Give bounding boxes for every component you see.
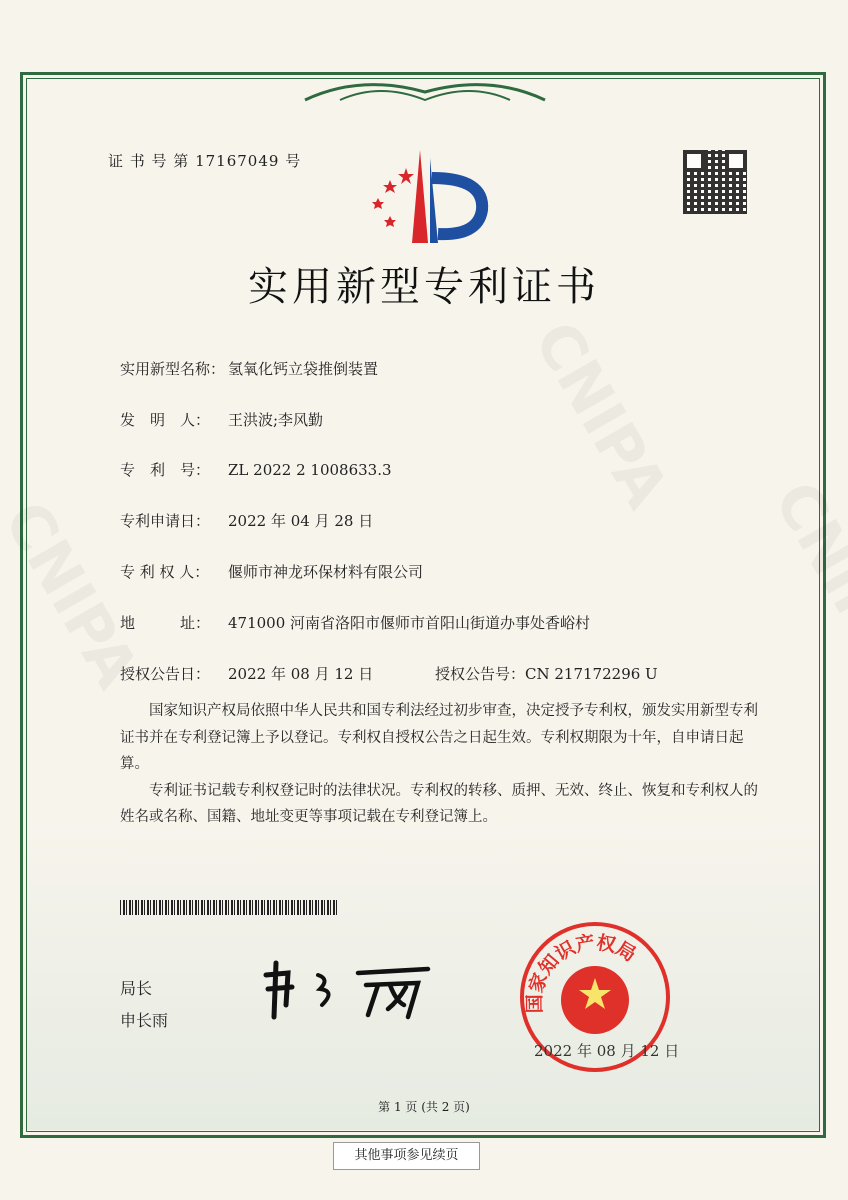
seal-text: 国家知识产权局 [524, 931, 640, 1014]
director-title: 局长 [120, 979, 153, 998]
field-utility-name [120, 358, 378, 379]
field-value: 471000 河南省洛阳市偃师市首阳山街道办事处香峪村 [228, 614, 591, 632]
field-label: 发 明 人： [120, 411, 211, 429]
certificate-number: 证 书 号 第 17167049 号 [108, 152, 302, 170]
page-indicator: 第 1 页 (共 2 页) [378, 1100, 470, 1114]
field-label: 地 址： [120, 614, 211, 632]
field-label: 实用新型名称： [120, 360, 226, 378]
field-patentee [120, 561, 423, 582]
field-value: 2022 年 08 月 12 日 [228, 665, 374, 683]
field-label: 专 利 号： [120, 461, 211, 479]
field-value: 偃师市神龙环保材料有限公司 [228, 563, 424, 581]
page-title: 实用新型专利证书 [248, 264, 600, 310]
field-filing-date [120, 510, 373, 531]
field-label: 专利申请日： [120, 512, 211, 530]
qr-code [683, 150, 747, 214]
continuation-note: 其他事项参见续页 [333, 1142, 480, 1170]
certificate-statement [120, 698, 760, 831]
paragraph: 专利证书记载专利权登记时的法律状况。专利权的转移、质押、无效、终止、恢复和专利权人的姓名或名称、国籍、地址变更等事项记载在专利登记簿上。 [120, 782, 758, 825]
field-address [120, 612, 590, 633]
field-label: 授权公告日： [120, 665, 211, 683]
field-value: CN 217172296 U [525, 665, 658, 683]
field-announcement-number [435, 663, 658, 684]
field-label: 授权公告号： [435, 665, 526, 683]
seal-date: 2022 年 08 月 12 日 [534, 1042, 680, 1060]
field-value: 氢氧化钙立袋推倒装置 [228, 360, 379, 378]
barcode [120, 900, 338, 915]
field-patent-number [120, 459, 392, 480]
field-grant-date [120, 663, 373, 684]
ornament-icon [300, 74, 550, 104]
field-inventors [120, 409, 323, 430]
field-label: 专 利 权 人： [120, 563, 210, 581]
cnipa-logo-icon [360, 148, 490, 248]
director-name: 申长雨 [120, 1011, 169, 1030]
paragraph: 国家知识产权局依照中华人民共和国专利法经过初步审查，决定授予专利权，颁发实用新型专利证书并在专利登记簿上予以登记。专利权自授权公告之日起生效。专利权期限为十年，自申请日起算。 [120, 703, 758, 772]
field-value: 王洪波;李风勤 [228, 411, 324, 429]
signature [258, 955, 438, 1025]
field-value: 2022 年 04 月 28 日 [228, 512, 374, 530]
field-value: ZL 2022 2 1008633.3 [228, 461, 392, 479]
